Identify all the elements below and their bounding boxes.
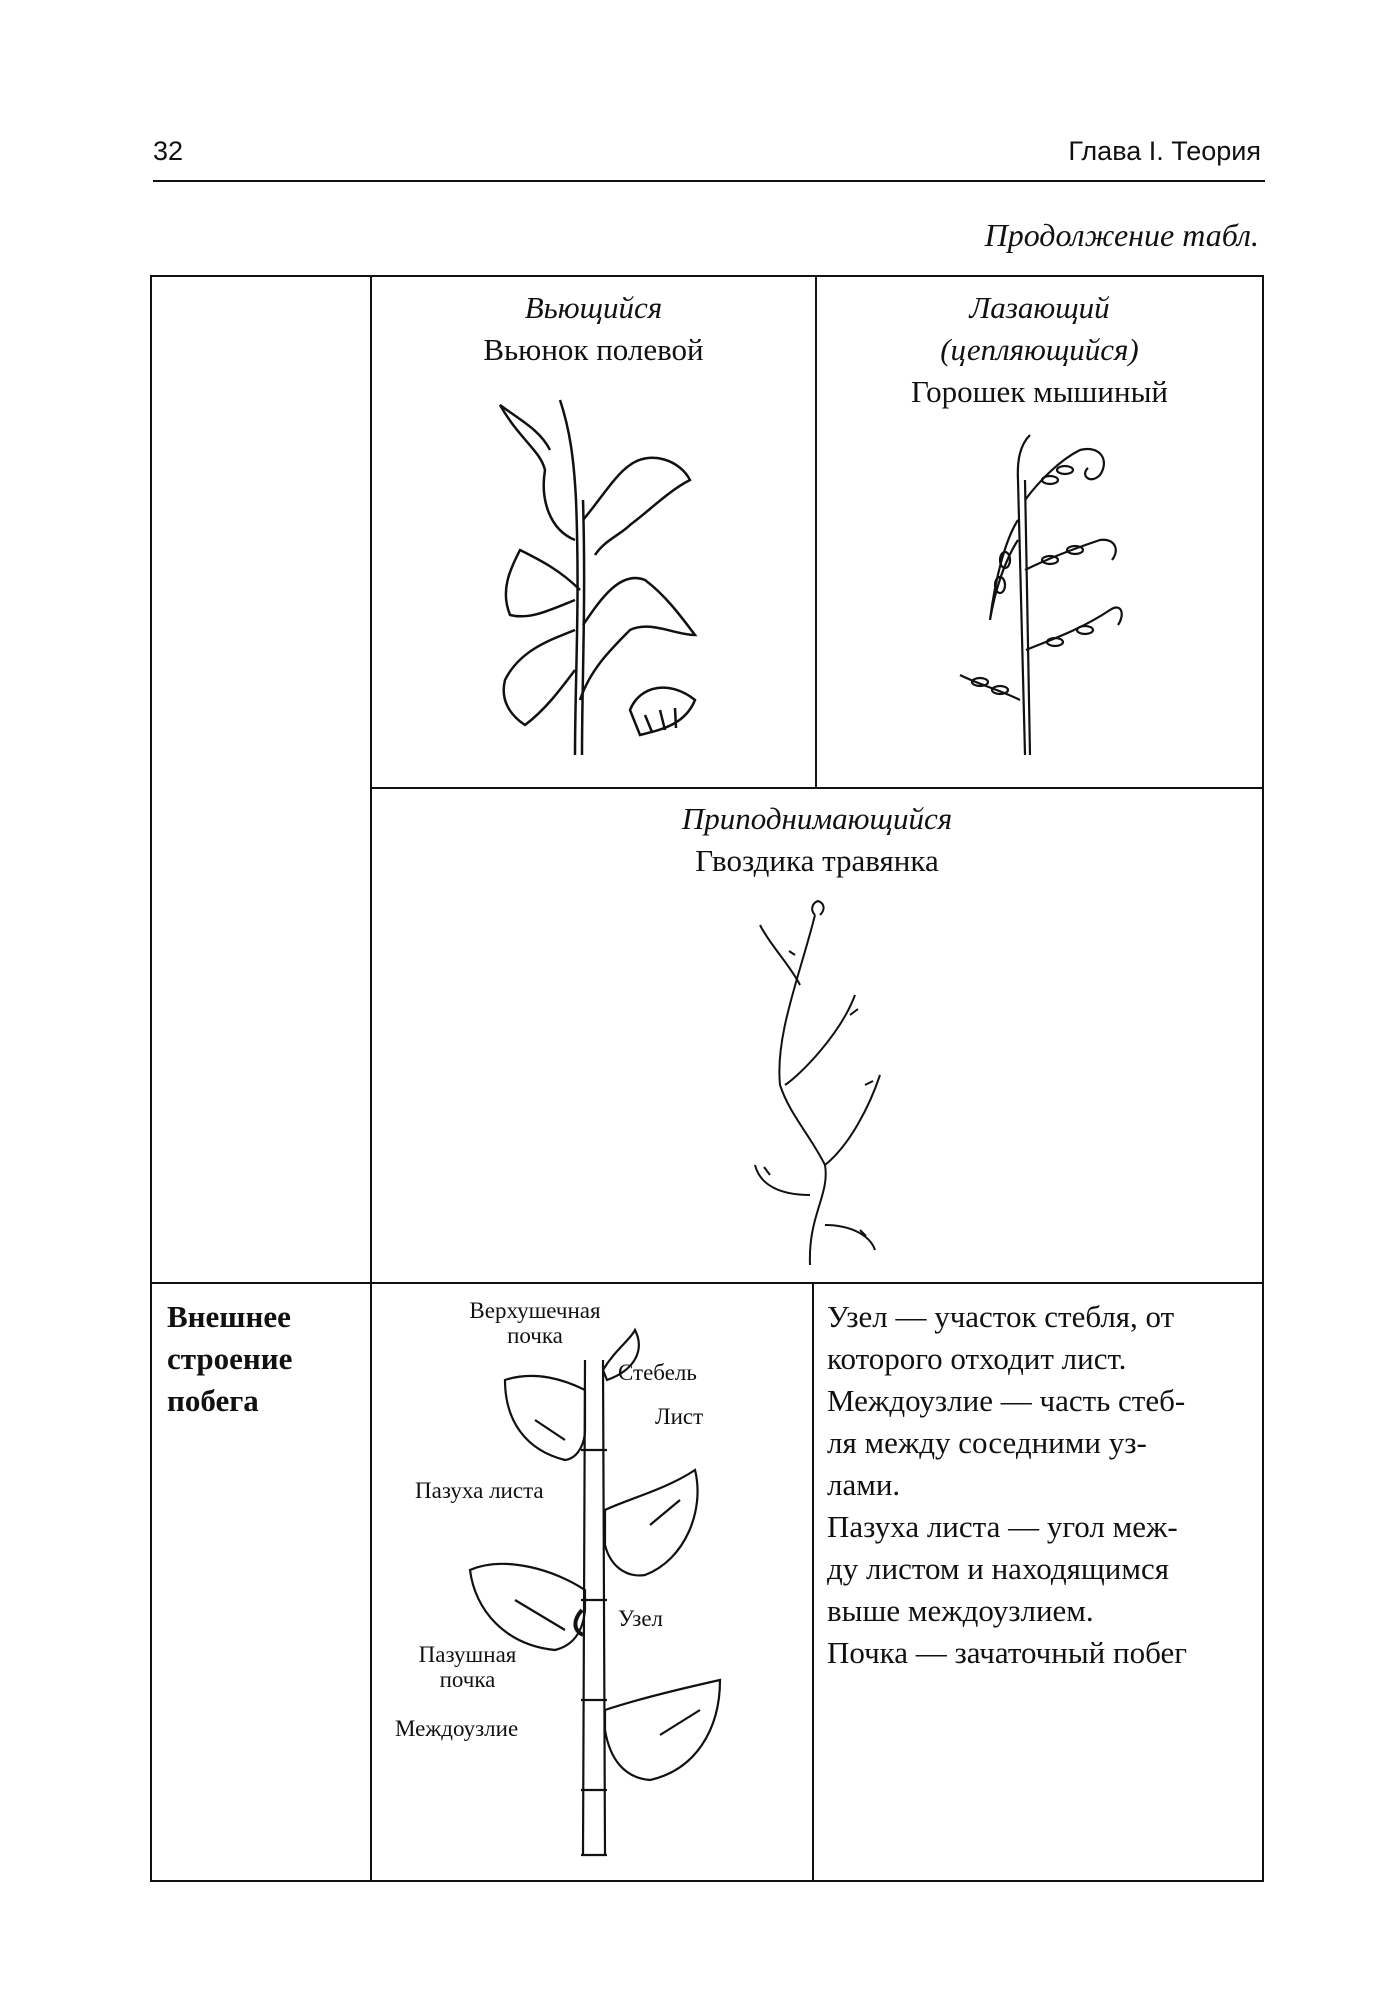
description-line: Почка — зачаточный побег	[827, 1635, 1187, 1670]
label-leaf: Лист	[655, 1404, 704, 1429]
twining-cell-title	[372, 287, 815, 371]
climbing-example: Горошек мышиный	[910, 374, 1169, 409]
twining-example: Вьюнок полевой	[483, 332, 704, 367]
page-number: 32	[153, 136, 184, 166]
chapter-title: Глава I. Теория	[1068, 136, 1261, 166]
climbing-cell-title	[817, 287, 1262, 413]
row-heading-line: Внешнее	[167, 1299, 291, 1334]
row-heading	[167, 1296, 357, 1422]
table-continuation-caption: Продолжение табл.	[984, 217, 1259, 253]
label-apical-bud-line2: почка	[507, 1323, 563, 1348]
description-line: лами.	[827, 1467, 901, 1502]
label-axillary-bud-line1: Пазушная	[418, 1642, 517, 1667]
header-rule	[153, 180, 1265, 182]
row-heading-line: побега	[167, 1383, 259, 1418]
description-line: ду листом и находящимся	[827, 1551, 1169, 1586]
shoot-description	[827, 1296, 1247, 1674]
ascending-cell-title	[372, 798, 1262, 882]
climbing-type-line1: Лазающий	[969, 290, 1110, 325]
climbing-type-line2: (цепляющийся)	[940, 332, 1139, 367]
label-leaf-axil: Пазуха листа	[415, 1478, 544, 1503]
label-stem: Стебель	[618, 1360, 697, 1385]
description-line: выше междоузлием.	[827, 1593, 1094, 1628]
label-apical-bud-line1: Верхушечная	[469, 1298, 601, 1323]
label-axillary-bud-line2: почка	[439, 1667, 496, 1692]
label-axillary-bud	[405, 1642, 530, 1692]
ascending-example: Гвоздика травянка	[695, 843, 939, 878]
bindweed-illustration	[480, 380, 710, 765]
description-line: Междоузлие — часть стеб-	[827, 1383, 1186, 1418]
pink-illustration	[740, 895, 900, 1275]
description-line: Пазуха листа — угол меж-	[827, 1509, 1178, 1544]
description-line: Узел — участок стебля, от	[827, 1299, 1175, 1334]
label-internode: Междоузлие	[395, 1716, 519, 1741]
description-line: ля между соседними уз-	[827, 1425, 1147, 1460]
vetch-illustration	[950, 420, 1130, 765]
label-node: Узел	[618, 1606, 664, 1631]
shoot-diagram	[445, 1310, 785, 1875]
label-apical-bud	[445, 1298, 625, 1348]
ascending-type: Приподнимающийся	[681, 801, 953, 836]
row-heading-line: строение	[167, 1341, 293, 1376]
description-line: которого отходит лист.	[827, 1341, 1127, 1376]
twining-type: Вьющийся	[524, 290, 663, 325]
